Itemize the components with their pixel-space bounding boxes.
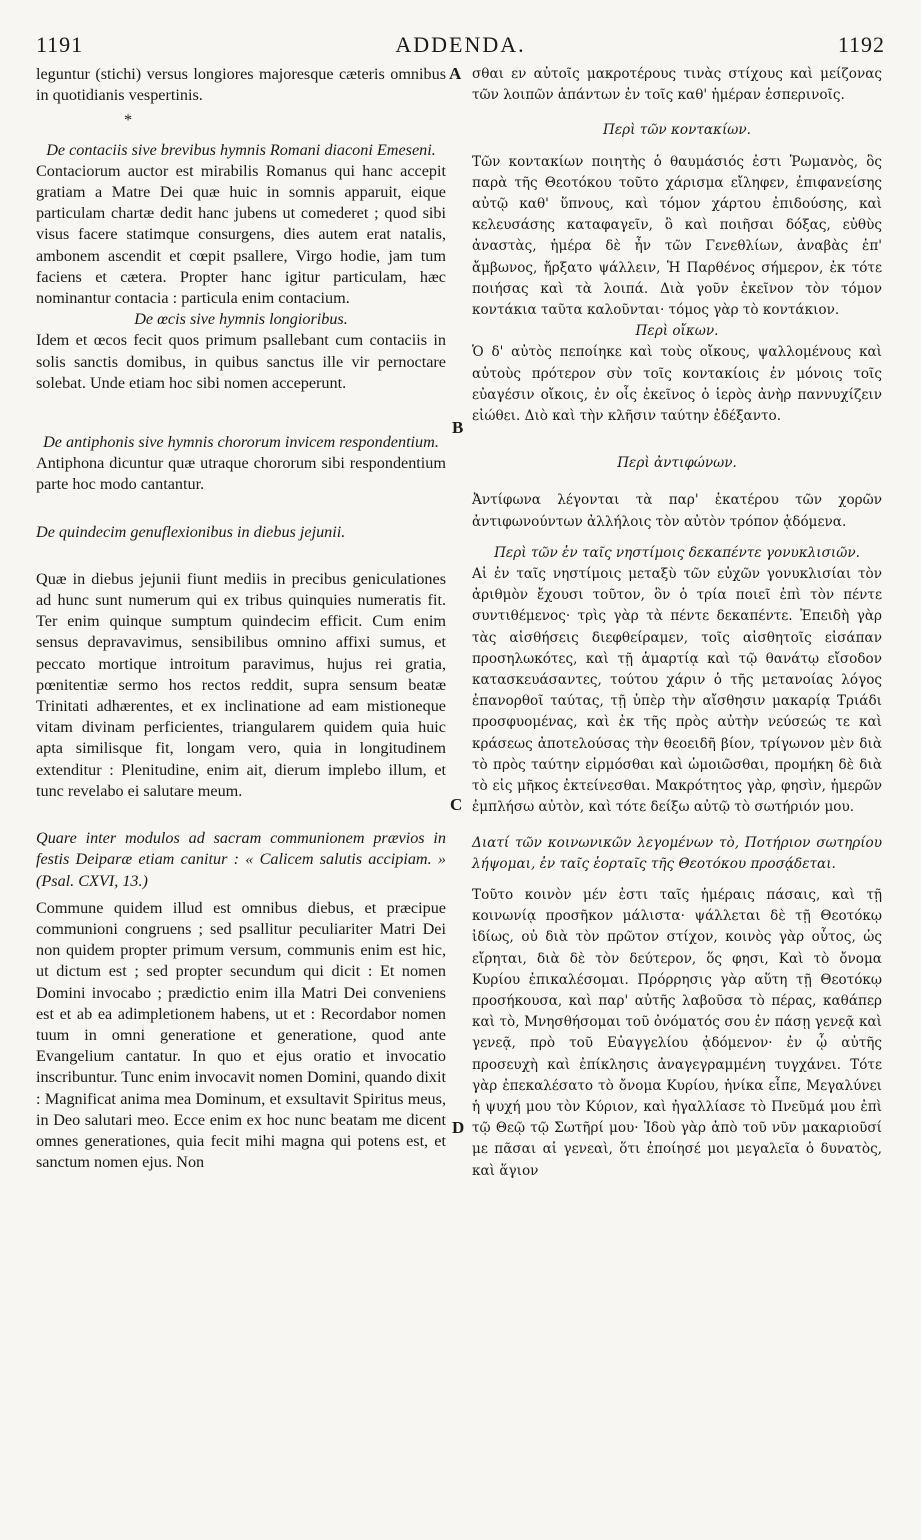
page-number-right: 1192 bbox=[837, 32, 885, 57]
margin-letter-d: D bbox=[452, 1118, 465, 1137]
latin-section-body-communion: Commune quidem illud est omnibus diebus, et præcipue communioni congruens ; sed psallitur peculiariter Matri Dei non quidem propter primum versum, communis enim est hic, ut dictum est ; sed propter secundum qui dicit : Et nomen Domini invocabo ; prædictio enim illa Matri Dei conveniens est et ab ea adimpletionem habens, ut et : Recordabor nomen tuum in omni generatione et generatione, quod ante Evangelium cantatur. In quo et ejus oratio et invocatio inscribuntur. Tunc enim invocavit nomen Domini, quando dixit : Magnificat anima mea Dominum, et exsultavit Spiritus meus, in Deo salutari meo. Ecce enim ex hoc nunc beatam me dicent omnes generationes, quia fecit mihi magna qui potens est, et sanctum nomen ejus. Non bbox=[36, 898, 446, 1172]
ornament-star: * bbox=[124, 111, 133, 130]
latin-section-heading-antiphons: De antiphonis sive hymnis chororum invicem respondentium. bbox=[43, 433, 439, 452]
greek-column bbox=[472, 64, 882, 1182]
latin-section-body-oeci: Idem et œcos fecit quos primum psallebant cum contaciis in solis sanctis domibus, in quibus sanctus ille vir pernoctare solebat. Unde etiam hoc sibi nomen acceperunt. bbox=[36, 331, 446, 392]
greek-section-body-oikoi: Ὁ δ' αὐτὸς πεποίηκε καὶ τοὺς οἴκους, ψαλλομένους καὶ αὐτοὺς πρότερον σὺν τοῖς κοντακίοις ἐν μόνοις τοῖς εὐαγέσιν οἴκοις, ἐν οἷς ἐκεῖνος ὁ ἱερὸς ἀνὴρ παννυχίζειν εἰώθει. Διὸ καὶ τὴν κλῆσιν ταύτην ἐδέξαντο. bbox=[472, 344, 882, 425]
latin-section-heading-genuflexions: De quindecim genuflexionibus in diebus jejunii. bbox=[36, 522, 346, 541]
greek-section-heading-genuflexions: Περὶ τῶν ἐν ταῖς νηστίμοις δεκαπέντε γονυκλισιῶν. bbox=[494, 544, 860, 561]
latin-section-body-contacia: Contaciorum auctor est mirabilis Romanus qui hanc accepit gratiam a Matre Dei quæ huic in somnis apparuit, eique particulam chartæ dedit hanc jubens ut comederet ; quod sibi visus facere statimque consurgens, dies autem erat natalis, ambonem ascendit et cœpit psallere, Virgo hodie, jam tum faciens et cætera. Propter hanc igitur particulam, hæc nominantur contacia : particula enim contacium. bbox=[36, 161, 446, 308]
greek-section-heading-antiphons: Περὶ ἀντιφώνων. bbox=[617, 455, 737, 472]
latin-section-body-antiphons: Antiphona dicuntur quæ utraque chororum sibi respondentium parte hoc modo cantantur. bbox=[36, 454, 446, 494]
latin-column bbox=[36, 64, 446, 1173]
greek-section-heading-kontakia: Περὶ τῶν κοντακίων. bbox=[603, 122, 751, 139]
latin-section-heading-contacia: De contaciis sive brevibus hymnis Romani diaconi Emeseni. bbox=[46, 140, 436, 159]
greek-section-heading-communion: Διατί τῶν κοινωνικῶν λεγομένων τὸ, Ποτήριον σωτηρίου λήψομαι, ἐν ταῖς ἑορταῖς τῆς Θεοτόκου προσᾴδεται. bbox=[472, 834, 882, 872]
latin-section-heading-communion: Quare inter modulos ad sacram communionem prævios in festis Deiparæ etiam canitur : « Calicem salutis accipiam. » (Psal. CXVI, 13.) bbox=[36, 829, 446, 890]
greek-intro: σθαι εν αὐτοῖς μακροτέρους τινὰς στίχους καὶ μείζονας τῶν λοιπῶν ἁπάντων ἐν τοῖς καθ' ἡμέραν ἑσπερινοῖς. bbox=[472, 66, 882, 104]
greek-section-body-genuflexions: Αἱ ἐν ταῖς νηστίμοις μεταξὺ τῶν εὐχῶν γονυκλισίαι τὸν ἀριθμὸν ἔχουσι τοῦτον, ὃν ὁ τρία ποιεῖ ἐπὶ τὸν πέντε συντιθέμενος· τρὶς γὰρ τὰ πέντε δεκαπέντε. Ἐπειδὴ γὰρ τὰς αἰσθήσεις διεφθείραμεν, τοῖς αἰσθητοῖς εἰσάπαν προσηλωκότες, καὶ τῇ ἁμαρτίᾳ καὶ τῷ θανάτῳ εἴσοδον κατασκευάσαντες, τούτου χάριν ὁ τῆς μετανοίας λόγος ἐπανορθοῖ ταύτας, τῇ ὑπὲρ τὴν αἴσθησιν μακαρίᾳ Τριάδι προσφυομένας, καὶ ἐκ τῆς πρὸς αὐτὴν νεύσεώς τε καὶ κράσεως ἀποτελούσας τὴν θεοειδῆ βίον, τρίγωνον μὲν διὰ τὸ πρὸς ταύτην εἱρμόσθαι καὶ ὡμοιῶσθαι, προμήκη δὲ διὰ τὸ εἰς μῆκος ἐκτείνεσθαι. Μακρότητος γὰρ, φησὶν, ἡμερῶν ἐμπλήσω αὐτὸν, καὶ τότε δείξω αὐτῷ τὸ σωτήριόν μου. bbox=[472, 566, 882, 816]
page-number-left: 1191 bbox=[36, 32, 84, 57]
running-title: ADDENDA. bbox=[395, 32, 526, 57]
greek-section-body-kontakia: Τῶν κοντακίων ποιητὴς ὁ θαυμάσιός ἐστι Ῥωμανὸς, ὃς παρὰ τῆς Θεοτόκου τοῦτο χάρισμα εἴληφεν, ἐπιφανείσης αὐτῷ καθ' ὕπνους, καὶ τόμον χάρτου ἐπιδούσης, καὶ κελευσάσης καταφαγεῖν, ὃ καὶ ποιῆσαι δόξας, εὐθὺς ἀναστὰς, ἡμέρα δὲ ἦν τῶν Γενεθλίων, ἀναβὰς ἐπ' ἄμβωνος, ἤρξατο ψάλλειν, Ἡ Παρθένος σήμερον, ἐκ τότε ποιήσας καὶ τὰ λοιπά. Διὰ γοῦν ἐκεῖνον τὸν τόμον κοντάκια ταῦτα καλοῦνται· τόμος γὰρ τὸ κοντάκιον. bbox=[472, 153, 882, 319]
margin-letter-b: B bbox=[452, 418, 464, 437]
margin-letter-c: C bbox=[450, 795, 463, 814]
greek-section-body-communion: Τοῦτο κοινὸν μέν ἐστι ταῖς ἡμέραις πάσαις, καὶ τῇ κοινωνίᾳ προσῆκον μάλιστα· ψάλλεται δὲ τῇ Θεοτόκῳ ἰδίως, οὐ διὰ τὸν πρῶτον στίχον, κοινὸς γὰρ οὗτος, ὡς εἴρηται, διὰ δὲ τὸν δεύτερον, ὅς φησι, Καὶ τὸ ὄνομα Κυρίου ἐπικαλέσομαι. Πρόρρησις γὰρ αὕτη τῇ Θεοτόκῳ προσήκουσα, καὶ παρ' αὐτῆς λαβοῦσα τὸ πέρας, καθάπερ καὶ τὸ, Μνησθήσομαι τοῦ ὀνόματός σου ἐν πάσῃ γενεᾷ καὶ γενεᾷ, πρὸ τοῦ Εὐαγγελίου ᾀδόμενον· ἐν ᾧ αὐτῆς προσευχὴ καὶ ἐπίκλησις ἀναγεγραμμένη τυγχάνει. Τότε γὰρ ἐπεκαλέσατο τὸ ὄνομα Κυρίου, ἡνίκα εἶπε, Μεγαλύνει ἡ ψυχή μου τὸν Κύριον, καὶ ἠγαλλίασε τὸ Πνεῦμά μου ἐπὶ τῷ Θεῷ τῷ Σωτῆρί μου· Ἰδοὺ γὰρ ἀπὸ τοῦ νῦν μακαριοῦσί με πᾶσαι αἱ γενεαὶ, ὅτι ἐποίησέ μοι μεγαλεῖα ὁ δυνατὸς, καὶ ἅγιον bbox=[472, 886, 882, 1179]
latin-intro: leguntur (stichi) versus longiores majoresque cæteris omnibus in quotidianis vespertinis. bbox=[36, 65, 446, 105]
latin-section-body-genuflexions: Quæ in diebus jejunii fiunt mediis in precibus geniculationes ad hunc sunt numerum qui ex tribus quinquies numeratis fit. Ter enim quinque sumptum quindecim efficit. Cum enim sensus depravavimus, sensibilibus omnino affixi sumus, et peccato mortique introitum paravimus, hujus rei gratia, pœnitentiæ sermo hos rectos reddit, supra sensum beatæ Trinitati adhærentes, et ex inclinatione ad eam mistioneque vitam divinam perficientes, triangularem quidem quia huic apta similisque fit, longam vero, quia in longitudinem extenditur : Plenitudine, enim ait, dierum implebo illum, et tunc revelabo ei salutare meum. bbox=[36, 569, 446, 800]
greek-section-heading-oikoi: Περὶ οἴκων. bbox=[635, 323, 719, 340]
margin-letter-a: A bbox=[449, 64, 462, 83]
latin-section-heading-oeci: De œcis sive hymnis longioribus. bbox=[134, 310, 348, 329]
running-header bbox=[36, 32, 885, 60]
greek-section-body-antiphons: Ἀντίφωνα λέγονται τὰ παρ' ἑκατέρου τῶν χορῶν ἀντιφωνούντων ἀλλήλοις τὸν αὐτὸν τρόπον ᾀδόμενα. bbox=[472, 492, 882, 530]
